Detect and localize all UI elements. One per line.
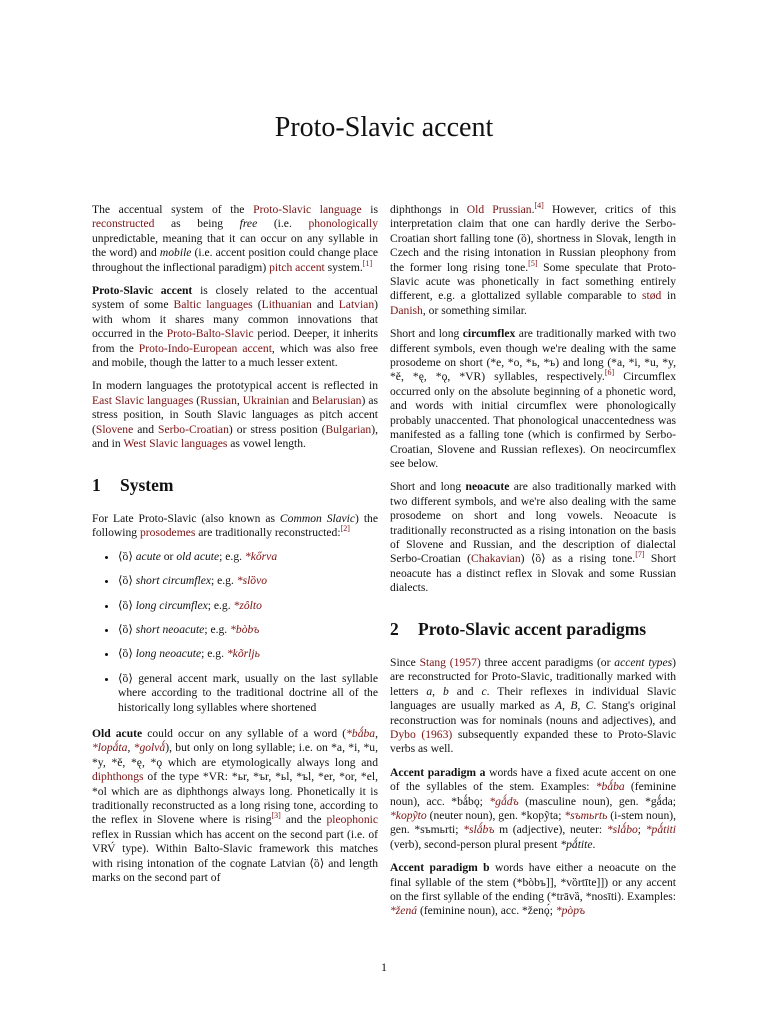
link-latvian[interactable]: Latvian	[338, 298, 375, 312]
link-danish[interactable]: Danish	[390, 303, 423, 317]
prosodeme-list	[92, 550, 378, 715]
link-pie-accent[interactable]: Proto-Indo-European accent	[138, 341, 272, 355]
list-item: • ⟨ȍ⟩ short circumflex; e.g. *slȍvo	[118, 574, 378, 588]
prosodemes-paragraph: For Late Proto-Slavic (also known as Common Slavic) the following prosodemes are traditionally reconstructed:[2]	[92, 511, 378, 540]
relation-paragraph: Proto-Slavic accent is closely related to the accentual system of some Baltic languages (Lithuanian and Latvian) with whom it shares many common innovations that occurred in the Proto-Balto-Slavic period. Deeper, it inherits from the Proto-Indo-European accent, which was also free and mobile, though the latter to a much lesser extent.	[92, 284, 379, 370]
old-acute-paragraph: Old acute could occur on any syllable of a word (*bǻba, *lopǻta, *golvǻ), but only on long syllable; i.e. on *a, *i, *u, *y, *ě, *ę, *ǫ which are etymologically always long and diphthongs of the type *VR: *ьr, *ъr, *ьl, *ъl, *er, *or, *el, *ol which are as diphthongs always long. Phonetically it is traditionally reconstructed as a long rising tone, according to the reflex in Slovene where is rising[3] and the pleophonic reflex in Russian which has accent on the second part (i.e. of VRV́ type). Within Balto-Slavic framework this matches with rising intonation of the cognate Latvian ⟨ȍ⟩ and length marks on the second part of	[92, 726, 379, 885]
link-ukrainian[interactable]: Ukrainian	[242, 393, 290, 407]
list-item: • ⟨ȍ⟩ long neoacute; e.g. *kõrljь	[118, 647, 378, 661]
paradigm-a-paragraph: Accent paradigm a words have a fixed acute accent on one of the syllables of the stem. Examples: *bǻba (feminine noun), acc. *bǻbǫ; *gǻdъ (masculine noun), gen. *gǻda; *kopỹto (neuter noun), gen. *kopỹta; *sъmьrtь (i-stem noun), gen. *sъmьrti; *slǻbъ m (adjective), neuter: *slǻbo; *pǻtiti (verb), second-person plural present *pǻtite.	[390, 765, 677, 851]
citation-5[interactable]: [5]	[528, 258, 538, 268]
circumflex-paragraph: Short and long circumflex are traditionally marked with two different symbols, even though we're dealing with the same prosodeme on short (*e, *o, *ь, *ъ) and long (*a, *i, *u, *y, *ě, *ę, *ǫ, *VR) syllables, respectively.[6] Circumflex occurred only on the absolute beginning of a phonetic word, and words with initial circumflex were phonologically probably unaccented. That phonological unaccentedness was manifested as a falling tone (which is confirmed by Serbo-Croatian, Slovene and Russian reflexes). On neocircumflex see below.	[390, 327, 677, 470]
link-baltic-languages[interactable]: Baltic languages	[173, 298, 253, 312]
list-item: • ⟨ȍ⟩ short neoacute; e.g. *bòbъ	[118, 623, 378, 637]
link-old-prussian[interactable]: Old Prussian	[466, 203, 532, 216]
link-example[interactable]: *bòbъ	[230, 622, 260, 636]
page-title: Proto-Slavic accent	[274, 112, 494, 143]
link-dybo-1963[interactable]: Dybo (1963)	[390, 728, 453, 741]
list-item: • ⟨ȍ⟩ general accent mark, usually on the last syllable where according to the traditional doctrine all of the historically long syllables where shortened	[118, 672, 378, 715]
right-column	[390, 203, 676, 928]
link-serbo-croatian[interactable]: Serbo-Croatian	[158, 422, 229, 436]
link-bulgarian[interactable]: Bulgarian	[325, 422, 372, 436]
neoacute-paragraph: Short and long neoacute are also traditionally marked with two different symbols, and we're also dealing with the same prosodeme on short and long vowels. Neoacute is traditionally reconstructed as a rising intonation on the basis of Slovene and Russian, and the description of dialectal Serbo-Croatian (Chakavian) ⟨ȍ⟩ as a rising tone.[7] Short neoacute has a distinct reflex in Slovak and some Russian dialects.	[390, 480, 676, 595]
section-heading-paradigms: 2 Proto-Slavic accent paradigms	[390, 618, 647, 639]
link-example[interactable]: *pǻtiti	[645, 823, 677, 837]
section-heading-system: 1 System	[92, 474, 174, 495]
paradigm-b-paragraph: Accent paradigm b words have either a neoacute on the final syllable of the stem (*bòbъ]], *vȍrtīte]]) or any accent on the first syllable of the ending (*trāvȁ, *nosīti). Examples: *žená (feminine noun), acc. *ženǫ́; *pòpъ	[390, 861, 676, 918]
modern-languages-paragraph: In modern languages the prototypical accent is reflected in East Slavic languages (Russian, Ukrainian and Belarusian) as stress position, in South Slavic languages as pitch accent (Slovene and Serbo-Croatian) or stress position (Bulgarian), and in West Slavic languages as vowel length.	[92, 379, 378, 451]
link-example[interactable]: *bǻba	[346, 726, 376, 740]
criticism-paragraph: diphthongs in Old Prussian.[4] However, critics of this interpretation claim that one can hardly derive the Serbo-Croatian short falling tone (ȍ), shortness in Slovak, length in Czech and the rising intonation in Russian pleophony from the former long rising tone.[5] Some speculate that Proto-Slavic acute was phonetically in fact something entirely different, e.g. a glottalized syllable comparable to stød in Danish, or something similar.	[390, 201, 676, 317]
link-chakavian[interactable]: Chakavian	[471, 552, 521, 566]
list-item: • ⟨ȍ⟩ long circumflex; e.g. *zôlto	[118, 599, 378, 613]
link-example[interactable]: *kopỹto	[390, 809, 427, 823]
link-example[interactable]: *slȍvo	[236, 574, 268, 588]
link-prosodemes[interactable]: prosodemes	[139, 526, 196, 540]
citation-7[interactable]: [7]	[635, 550, 645, 560]
link-example[interactable]: *sъmьrtь	[564, 809, 608, 823]
link-phonologically[interactable]: phonologically	[308, 217, 378, 231]
left-column	[92, 203, 378, 894]
link-example[interactable]: *gǻdъ	[489, 794, 519, 808]
link-example[interactable]: *bǻba	[595, 780, 625, 794]
citation-2[interactable]: [2]	[340, 524, 350, 534]
link-russian[interactable]: Russian	[200, 393, 237, 407]
link-example[interactable]: *lopǻta	[92, 741, 128, 755]
link-stod[interactable]: stød	[642, 289, 662, 303]
link-example[interactable]: *zôlto	[233, 598, 262, 612]
paradigms-paragraph: Since Stang (1957) three accent paradigms (or accent types) are reconstructed for Proto-Slavic, traditionally marked with letters a, b and c. Their reflexes in individual Slavic languages are usually marked as A, B, C. Stang's original reconstruction was for nominals (nouns and adjectives), and Dybo (1963) subsequently expanded these to Proto-Slavic verbs as well.	[390, 655, 677, 756]
intro-paragraph: The accentual system of the Proto-Slavic language is reconstructed as being free (i.e. phonologically unpredictable, meaning that it can occur on any syllable in the word) and mobile (i.e. accent position could change place throughout the inflectional paradigm) pitch accent system.[1]	[92, 203, 379, 274]
link-pleophonic[interactable]: pleophonic	[326, 813, 378, 827]
page-number: 1	[381, 960, 387, 974]
link-reconstructed[interactable]: reconstructed	[92, 217, 155, 231]
link-diphthongs[interactable]: diphthongs	[92, 770, 144, 784]
citation-3[interactable]: [3]	[271, 811, 281, 821]
citation-4[interactable]: [4]	[534, 201, 544, 211]
link-proto-balto-slavic[interactable]: Proto-Balto-Slavic	[166, 327, 254, 341]
citation-1[interactable]: [1]	[362, 258, 373, 268]
list-item: • ⟨ȍ⟩ acute or old acute; e.g. *kőrva	[118, 550, 378, 564]
link-example[interactable]: *žená	[390, 904, 418, 918]
citation-6[interactable]: [6]	[604, 368, 615, 378]
link-example[interactable]: *kõrljь	[226, 647, 260, 661]
link-east-slavic[interactable]: East Slavic languages	[92, 393, 194, 407]
link-proto-slavic-language[interactable]: Proto-Slavic language	[253, 203, 362, 216]
link-example[interactable]: *pòpъ	[555, 904, 586, 918]
link-example[interactable]: *slǻbo	[606, 823, 638, 837]
link-example[interactable]: *slǻbъ	[463, 823, 495, 837]
link-slovene[interactable]: Slovene	[95, 422, 134, 436]
link-stang-1957[interactable]: Stang (1957)	[419, 655, 481, 669]
link-example[interactable]: *kőrva	[244, 549, 278, 563]
link-pitch-accent[interactable]: pitch accent	[269, 260, 325, 274]
link-lithuanian[interactable]: Lithuanian	[261, 298, 312, 312]
link-example[interactable]: *golvǻ	[133, 741, 166, 755]
link-west-slavic[interactable]: West Slavic languages	[123, 437, 228, 451]
link-belarusian[interactable]: Belarusian	[311, 393, 362, 407]
